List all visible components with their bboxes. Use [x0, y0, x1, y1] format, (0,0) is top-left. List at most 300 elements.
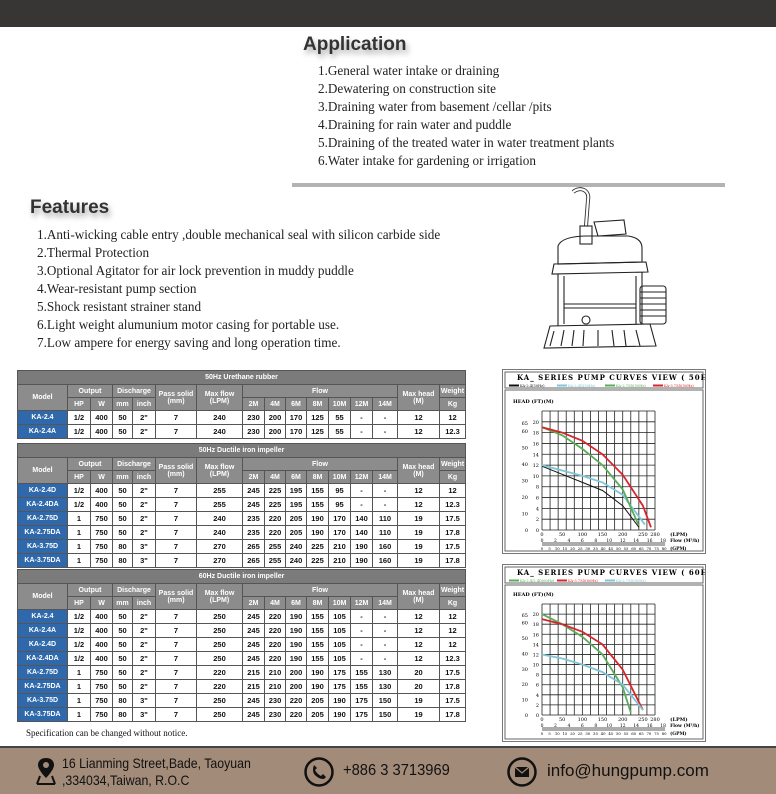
m3h-tick: 14	[633, 539, 640, 544]
table-cell: 220	[265, 526, 286, 540]
table-cell: 155	[307, 610, 329, 624]
table-cell: 2"	[133, 652, 156, 666]
y-tick-ft: 30	[521, 666, 528, 673]
table-cell: 3"	[133, 708, 156, 722]
y-tick-ft: 20	[521, 682, 528, 689]
table-cell: 2"	[133, 610, 156, 624]
model-cell: KA-2.4D	[18, 484, 68, 498]
header-max-head	[398, 385, 440, 411]
address-line-2: ,334034,Taiwan, R.O.C	[62, 772, 190, 788]
header-flow-col: 4M	[265, 471, 286, 484]
table-cell: 265	[243, 540, 265, 554]
header-flow-col: 4M	[265, 398, 286, 411]
header-inch: inch	[133, 398, 156, 411]
y-tick-ft: 40	[521, 462, 528, 469]
model-cell: KA-2.4A	[18, 425, 68, 439]
table-row	[18, 638, 466, 652]
table-cell: 230	[243, 425, 265, 439]
table-cell: 250	[197, 624, 243, 638]
y-tick-m: 16	[532, 441, 539, 448]
chart-plot-box	[505, 390, 703, 551]
table-cell: 19	[398, 708, 440, 722]
table-cell: 17.8	[440, 708, 466, 722]
table-cell: 105	[329, 652, 351, 666]
header-w: W	[91, 471, 113, 484]
x-tick-lpm: 280	[650, 717, 660, 723]
table-cell: 2"	[133, 624, 156, 638]
email-address[interactable]: info@hungpump.com	[547, 761, 709, 780]
series-line-ka-2-4d-50hz-	[542, 465, 645, 524]
table-cell: 220	[265, 624, 286, 638]
y-tick-ft: 65	[521, 420, 528, 427]
gpm-label: (GPM)	[670, 732, 687, 737]
table-cell: 210	[329, 554, 351, 568]
table-cell: 160	[373, 554, 398, 568]
table-cell: 190	[307, 666, 329, 680]
table-cell: 270	[197, 554, 243, 568]
table-cell: 155	[307, 624, 329, 638]
header-model: Model	[18, 458, 68, 484]
gpm-tick: 80	[661, 546, 667, 551]
table-cell: 190	[351, 540, 373, 554]
header-flow-col: 12M	[351, 398, 373, 411]
table-cell: 220	[286, 708, 307, 722]
table-cell: 750	[91, 512, 113, 526]
table-cell: 2"	[133, 680, 156, 694]
table-cell: 7	[156, 680, 197, 694]
table-cell: 205	[286, 512, 307, 526]
header-flow-col: 14M	[373, 471, 398, 484]
table-cell: -	[373, 484, 398, 498]
legend-label: KA-2.4D(50Hz)	[568, 384, 596, 388]
gpm-tick: 50	[615, 731, 621, 736]
y-tick-m: 16	[532, 632, 539, 639]
table-cell: 215	[243, 666, 265, 680]
model-cell: KA-3.75D	[18, 540, 68, 554]
model-cell: KA-3.75DA	[18, 708, 68, 722]
features-item: 6.Light weight alumunium motor casing for portable use.	[37, 317, 340, 332]
table-cell: 220	[197, 680, 243, 694]
table-cell: 220	[265, 512, 286, 526]
table-cell: 50	[113, 526, 133, 540]
y-tick-ft: 60	[521, 429, 528, 436]
x-tick-lpm: 100	[577, 532, 588, 538]
legend-label: KA-3.75D(50Hz)	[664, 384, 694, 388]
table-cell: 225	[307, 540, 329, 554]
gpm-label: (GPM)	[670, 547, 687, 552]
gpm-tick: 30	[585, 731, 591, 736]
table-cell: -	[373, 652, 398, 666]
table-cell: 1	[68, 666, 91, 680]
spec-table	[17, 443, 466, 568]
table-cell: 190	[351, 554, 373, 568]
m3h-tick: 4	[567, 724, 571, 729]
table-cell: 1	[68, 526, 91, 540]
application-item: 5.Draining of the treated water in water treatment plants	[318, 135, 615, 150]
header-max-flow	[197, 385, 243, 411]
table-cell: 2"	[133, 411, 156, 425]
table-cell: 17.8	[440, 526, 466, 540]
table-cell: 55	[329, 411, 351, 425]
pump-curve-chart-50hz	[502, 369, 706, 554]
table-cell: 1	[68, 554, 91, 568]
x-tick-lpm: 50	[558, 717, 566, 723]
header-unit: (M)	[413, 470, 424, 478]
x-tick-lpm: 0	[540, 532, 544, 538]
table-cell: -	[351, 484, 373, 498]
table-cell: 19	[398, 512, 440, 526]
table-cell: 200	[286, 680, 307, 694]
table-cell: 155	[307, 638, 329, 652]
table-cell: 17.5	[440, 694, 466, 708]
table-cell: 235	[243, 526, 265, 540]
header-text: Max head	[402, 390, 435, 398]
table-cell: 7	[156, 694, 197, 708]
table-cell: 2"	[133, 638, 156, 652]
table-cell: 1/2	[68, 411, 91, 425]
gpm-tick: 20	[570, 731, 575, 736]
top-header-bar	[0, 0, 776, 27]
gpm-tick: 70	[646, 731, 652, 736]
header-kg: Kg	[440, 597, 466, 610]
y-tick-ft: 60	[521, 620, 528, 627]
table-cell: 170	[286, 425, 307, 439]
m3h-tick: 6	[580, 539, 584, 544]
phone-number[interactable]: +886 3 3713969	[343, 762, 450, 779]
gpm-tick: 30	[585, 546, 591, 551]
table-cell: 80	[113, 540, 133, 554]
table-cell: 12	[440, 624, 466, 638]
table-cell: 12	[440, 484, 466, 498]
gpm-tick: 5	[548, 546, 551, 551]
table-cell: 195	[286, 498, 307, 512]
y-tick-m: 0	[535, 713, 539, 719]
table-cell: 250	[197, 638, 243, 652]
table-cell: 1/2	[68, 484, 91, 498]
header-output: Output	[68, 584, 113, 597]
table-cell: 17.5	[440, 666, 466, 680]
table-cell: 400	[91, 498, 113, 512]
spec-note: Specification can be changed without notice.	[26, 728, 188, 738]
table-cell: 155	[351, 680, 373, 694]
header-max-flow	[197, 458, 243, 484]
header-flow-col: 14M	[373, 398, 398, 411]
header-weight: Weight	[440, 458, 466, 471]
table-cell: 150	[373, 708, 398, 722]
table-cell: 200	[265, 425, 286, 439]
header-flow-col: 10M	[329, 398, 351, 411]
model-cell: KA-2.4A	[18, 624, 68, 638]
header-text: Max head	[402, 589, 435, 597]
table-cell: 95	[329, 498, 351, 512]
chart-50hz-svg	[503, 370, 705, 553]
features-list	[37, 226, 440, 352]
table-cell: 12.3	[440, 652, 466, 666]
table-cell: 12	[398, 638, 440, 652]
table-cell: 80	[113, 694, 133, 708]
table-cell: 190	[286, 638, 307, 652]
table-cell: 50	[113, 666, 133, 680]
table-cell: 245	[243, 484, 265, 498]
gpm-tick: 80	[661, 731, 667, 736]
m3h-tick: 12	[619, 724, 626, 729]
model-cell: KA-3.75D	[18, 694, 68, 708]
y-axis-label: HEAD (FT)(M)	[513, 399, 554, 405]
table-cell: 750	[91, 666, 113, 680]
header-model: Model	[18, 385, 68, 411]
table-cell: 265	[243, 554, 265, 568]
table-cell: 175	[329, 666, 351, 680]
y-tick-ft: 0	[524, 528, 528, 534]
table-cell: -	[351, 498, 373, 512]
table-cell: 205	[307, 694, 329, 708]
legend-label: KA-3.75D(60Hz)	[568, 579, 598, 583]
table-title: 60Hz Ductile iron impeller	[18, 570, 466, 584]
table-row	[18, 526, 466, 540]
table-cell: 245	[243, 652, 265, 666]
table-cell: 245	[243, 498, 265, 512]
table-row	[18, 411, 466, 425]
header-kg: Kg	[440, 398, 466, 411]
table-cell: 7	[156, 512, 197, 526]
header-text: Max flow	[204, 463, 235, 471]
application-item: 4.Draining for rain water and puddle	[318, 117, 512, 132]
header-max-flow	[197, 584, 243, 610]
table-cell: 7	[156, 425, 197, 439]
chart-title: KA_ SERIES PUMP CURVES VIEW ( 60Hz )	[517, 568, 705, 577]
m3h-tick: 12	[619, 539, 626, 544]
table-cell: 155	[307, 484, 329, 498]
table-cell: 7	[156, 638, 197, 652]
features-item: 7.Low ampere for energy saving and long operation time.	[37, 335, 341, 350]
y-tick-m: 20	[532, 612, 539, 619]
table-cell: 7	[156, 652, 197, 666]
table-cell: 225	[307, 554, 329, 568]
table-row	[18, 425, 466, 439]
y-tick-m: 6	[535, 682, 539, 689]
y-tick-m: 14	[532, 642, 539, 649]
table-cell: 155	[351, 666, 373, 680]
table-cell: 7	[156, 708, 197, 722]
y-tick-m: 18	[532, 430, 539, 437]
table-row	[18, 484, 466, 498]
y-tick-m: 12	[532, 463, 539, 470]
table-cell: -	[351, 425, 373, 439]
model-cell: KA-2.75D	[18, 666, 68, 680]
header-text: Max flow	[204, 390, 235, 398]
header-text: Pass solid	[158, 589, 194, 597]
header-flow-col: 6M	[286, 471, 307, 484]
table-cell: 55	[329, 425, 351, 439]
m3h-label: Flow (M³/h)	[670, 539, 700, 544]
table-row	[18, 652, 466, 666]
table-row	[18, 680, 466, 694]
header-inch: inch	[133, 471, 156, 484]
table-cell: 400	[91, 652, 113, 666]
table-cell: 1	[68, 680, 91, 694]
table-cell: 80	[113, 554, 133, 568]
m3h-tick: 2	[554, 724, 557, 729]
m3h-label: Flow (M³/h)	[670, 724, 700, 729]
table-cell: 245	[243, 624, 265, 638]
header-flow-col: 12M	[351, 597, 373, 610]
table-row	[18, 708, 466, 722]
table-cell: -	[351, 624, 373, 638]
gpm-tick: 65	[638, 731, 644, 736]
table-cell: 105	[329, 638, 351, 652]
table-cell: 220	[265, 652, 286, 666]
header-unit: (mm)	[167, 470, 185, 478]
header-flow-col: 8M	[307, 398, 329, 411]
table-title: 50Hz Ductile iron impeller	[18, 444, 466, 458]
gpm-tick: 10	[554, 731, 560, 736]
y-tick-ft: 0	[524, 713, 528, 719]
m3h-tick: 18	[660, 539, 666, 544]
m3h-tick: 8	[594, 724, 598, 729]
legend-label: KA-2.75D(60Hz)	[616, 579, 646, 583]
x-tick-lpm: 250	[638, 532, 648, 538]
table-cell: 270	[197, 540, 243, 554]
table-cell: 17.5	[440, 540, 466, 554]
table-cell: 12	[398, 652, 440, 666]
table-cell: 20	[398, 666, 440, 680]
table-cell: 3"	[133, 694, 156, 708]
m3h-tick: 2	[554, 539, 557, 544]
spec-table	[17, 569, 466, 722]
y-tick-m: 4	[535, 506, 539, 513]
header-flow-col: 2M	[243, 471, 265, 484]
table-cell: 110	[373, 512, 398, 526]
table-cell: 125	[307, 425, 329, 439]
table-cell: 155	[307, 498, 329, 512]
x-tick-lpm: 150	[597, 532, 608, 538]
table-cell: 1/2	[68, 610, 91, 624]
table-cell: -	[351, 652, 373, 666]
header-flow: Flow	[243, 385, 398, 398]
table-cell: 1	[68, 694, 91, 708]
table-cell: 7	[156, 526, 197, 540]
header-pass-solid	[156, 385, 197, 411]
table-cell: 255	[265, 540, 286, 554]
table-cell: 1	[68, 512, 91, 526]
table-cell: 125	[307, 411, 329, 425]
x-tick-lpm: 50	[558, 532, 566, 538]
gpm-tick: 25	[577, 546, 583, 551]
y-tick-ft: 30	[521, 478, 528, 485]
table-cell: 245	[243, 638, 265, 652]
table-cell: 12	[398, 484, 440, 498]
table-cell: 210	[329, 540, 351, 554]
table-cell: 20	[398, 680, 440, 694]
gpm-tick: 20	[570, 546, 575, 551]
header-flow-col: 12M	[351, 471, 373, 484]
m3h-tick: 6	[580, 724, 584, 729]
table-row	[18, 610, 466, 624]
header-output: Output	[68, 385, 113, 398]
header-flow: Flow	[243, 584, 398, 597]
table-cell: 1	[68, 540, 91, 554]
gpm-tick: 55	[623, 731, 629, 736]
header-hp: HP	[68, 597, 91, 610]
model-cell: KA-2.75DA	[18, 680, 68, 694]
header-flow-col: 10M	[329, 471, 351, 484]
table-row	[18, 512, 466, 526]
header-discharge: Discharge	[113, 458, 156, 471]
header-inch: inch	[133, 597, 156, 610]
table-cell: 3"	[133, 554, 156, 568]
table-cell: 12	[440, 610, 466, 624]
application-list	[318, 62, 614, 170]
y-tick-m: 10	[532, 662, 539, 669]
header-flow-col: 10M	[329, 597, 351, 610]
y-tick-ft: 50	[521, 636, 528, 643]
header-w: W	[91, 597, 113, 610]
x-tick-lpm: 100	[577, 717, 588, 723]
table-cell: 240	[197, 526, 243, 540]
table-cell: 2"	[133, 425, 156, 439]
table-cell: 12.3	[440, 425, 466, 439]
header-mm: mm	[113, 398, 133, 411]
table-cell: 250	[197, 652, 243, 666]
features-heading: Features	[30, 197, 110, 218]
header-flow-col: 8M	[307, 597, 329, 610]
table-cell: 105	[329, 610, 351, 624]
table-cell: 175	[329, 680, 351, 694]
table-cell: 7	[156, 484, 197, 498]
y-tick-m: 8	[535, 672, 539, 679]
table-cell: -	[373, 498, 398, 512]
table-cell: 245	[243, 610, 265, 624]
table-title: 50Hz Urethane rubber	[18, 371, 466, 385]
legend-label: KA-2.75D(50Hz)	[616, 384, 646, 388]
location-pin-icon	[34, 756, 58, 786]
table-cell: -	[351, 638, 373, 652]
table-cell: 12	[440, 411, 466, 425]
email-icon	[506, 756, 538, 788]
table-row	[18, 540, 466, 554]
y-tick-m: 14	[532, 452, 539, 459]
table-cell: 160	[373, 540, 398, 554]
table-cell: 7	[156, 610, 197, 624]
table-cell: 12	[398, 425, 440, 439]
header-unit: (LPM)	[209, 397, 230, 405]
chart-title: KA_ SERIES PUMP CURVES VIEW ( 50Hz )	[517, 373, 705, 382]
table-cell: 1/2	[68, 624, 91, 638]
header-weight: Weight	[440, 385, 466, 398]
header-flow-col: 2M	[243, 398, 265, 411]
y-tick-ft: 65	[521, 613, 528, 620]
table-cell: 210	[265, 680, 286, 694]
table-cell: 19	[398, 540, 440, 554]
gpm-tick: 35	[593, 731, 598, 736]
table-cell: 400	[91, 638, 113, 652]
table-cell: 2"	[133, 498, 156, 512]
table-cell: 240	[197, 512, 243, 526]
table-cell: 7	[156, 554, 197, 568]
header-text: Pass solid	[158, 463, 194, 471]
header-text: Max flow	[204, 589, 235, 597]
x-tick-lpm: 200	[617, 717, 628, 723]
table-cell: 1/2	[68, 638, 91, 652]
table-cell: 225	[265, 484, 286, 498]
chart-60hz-svg	[503, 565, 705, 741]
y-tick-m: 10	[532, 473, 539, 480]
application-item: 3.Draining water from basement /cellar /pits	[318, 99, 552, 114]
table-cell: -	[373, 411, 398, 425]
y-axis-label: HEAD (FT)(M)	[513, 592, 554, 598]
y-tick-m: 6	[535, 495, 539, 502]
gpm-tick: 65	[638, 546, 644, 551]
